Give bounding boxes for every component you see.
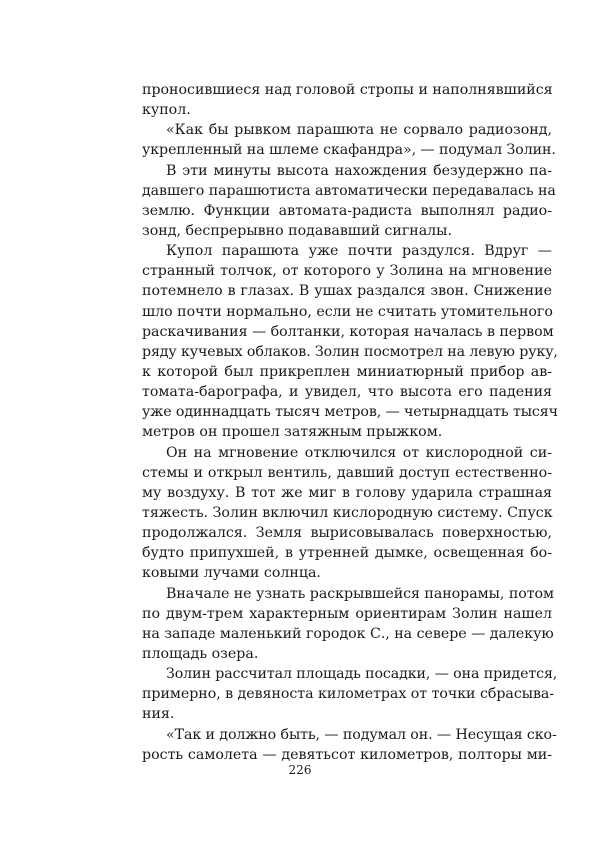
body-text [142,80,558,765]
text-line: на западе маленький городок С., на севере — далекую [142,625,554,642]
page-number: 226 [288,763,312,777]
text-line: раскачивания — болтанки, которая началась в первом [142,323,554,340]
text-line: давшего парашютиста автоматически передавалась на [142,182,556,199]
paragraph [142,120,556,160]
paragraph [142,241,558,442]
text-line: потемнело в глазах. В ушах раздался звон. Снижение [142,283,552,300]
text-line: стемы и открыл вентиль, давший доступ естественно- [142,464,552,481]
text-line: примерно, в девяноста километрах от точки сбрасыва- [142,686,555,703]
text-line: му воздуху. В тот же миг в голову ударила страшная [142,484,552,501]
paragraph [142,443,552,584]
text-line: томата-барографа, и увидел, что высота его падения [142,384,552,401]
text-line: уже одиннадцать тысяч метров, — четырнадцать тысяч [142,404,558,421]
text-line: укрепленный на шлеме скафандра», — подумал Золин. [142,142,556,159]
text-line: ковыми лучами солнца. [142,565,321,582]
paragraph [142,80,552,120]
text-line: странный толчок, от которого у Золина на мгновение [142,263,552,280]
text-line: Вначале не узнать раскрывшейся панорамы, потом [166,585,555,602]
paragraph [142,161,556,242]
text-line: продолжался. Земля вырисовывалась поверхностью, [142,525,552,542]
text-line: ряду кучевых облаков. Золин посмотрел на левую руку, [142,343,558,360]
text-line: тяжесть. Золин включил кислородную систему. Спуск [142,504,553,521]
paragraph [142,725,557,765]
text-line: шло почти нормально, если не считать утомительного [142,303,553,320]
text-line: землю. Функции автомата-радиста выполнял радио- [142,202,552,219]
text-line: будто припухшей, в утренней дымке, освещенная бо- [142,545,552,562]
text-line: к которой был прикреплен миниатюрный прибор ав- [142,363,552,380]
text-line: по двум-трем характерным ориентирам Золин нашел [142,605,552,622]
text-line: ния. [142,706,175,723]
text-line: Он на мгновение отключился от кислородной си- [166,444,552,461]
paragraph [142,664,558,724]
text-line: Купол парашюта уже почти раздулся. Вдруг — [166,243,552,260]
text-line: рость самолета — девятьсот километров, полторы ми- [142,746,552,763]
text-line: «Как бы рывком парашюта не сорвало радиозонд, [166,122,552,139]
text-line: площадь озера. [142,645,259,662]
paragraph [142,584,555,665]
text-line: В эти минуты высота нахождения безудержно па- [166,162,552,179]
text-line: зонд, беспрерывно подававший сигналы. [142,222,452,239]
text-line: Золин рассчитал площадь посадки, — она придется, [166,666,558,683]
text-line: «Так и должно быть, — подумал он. — Несущая ско- [166,726,557,743]
text-line: метров он прошел затяжным прыжком. [142,424,443,441]
text-line: купол. [142,102,191,119]
text-line: проносившиеся над головой стропы и наполнявшийся [142,82,553,98]
